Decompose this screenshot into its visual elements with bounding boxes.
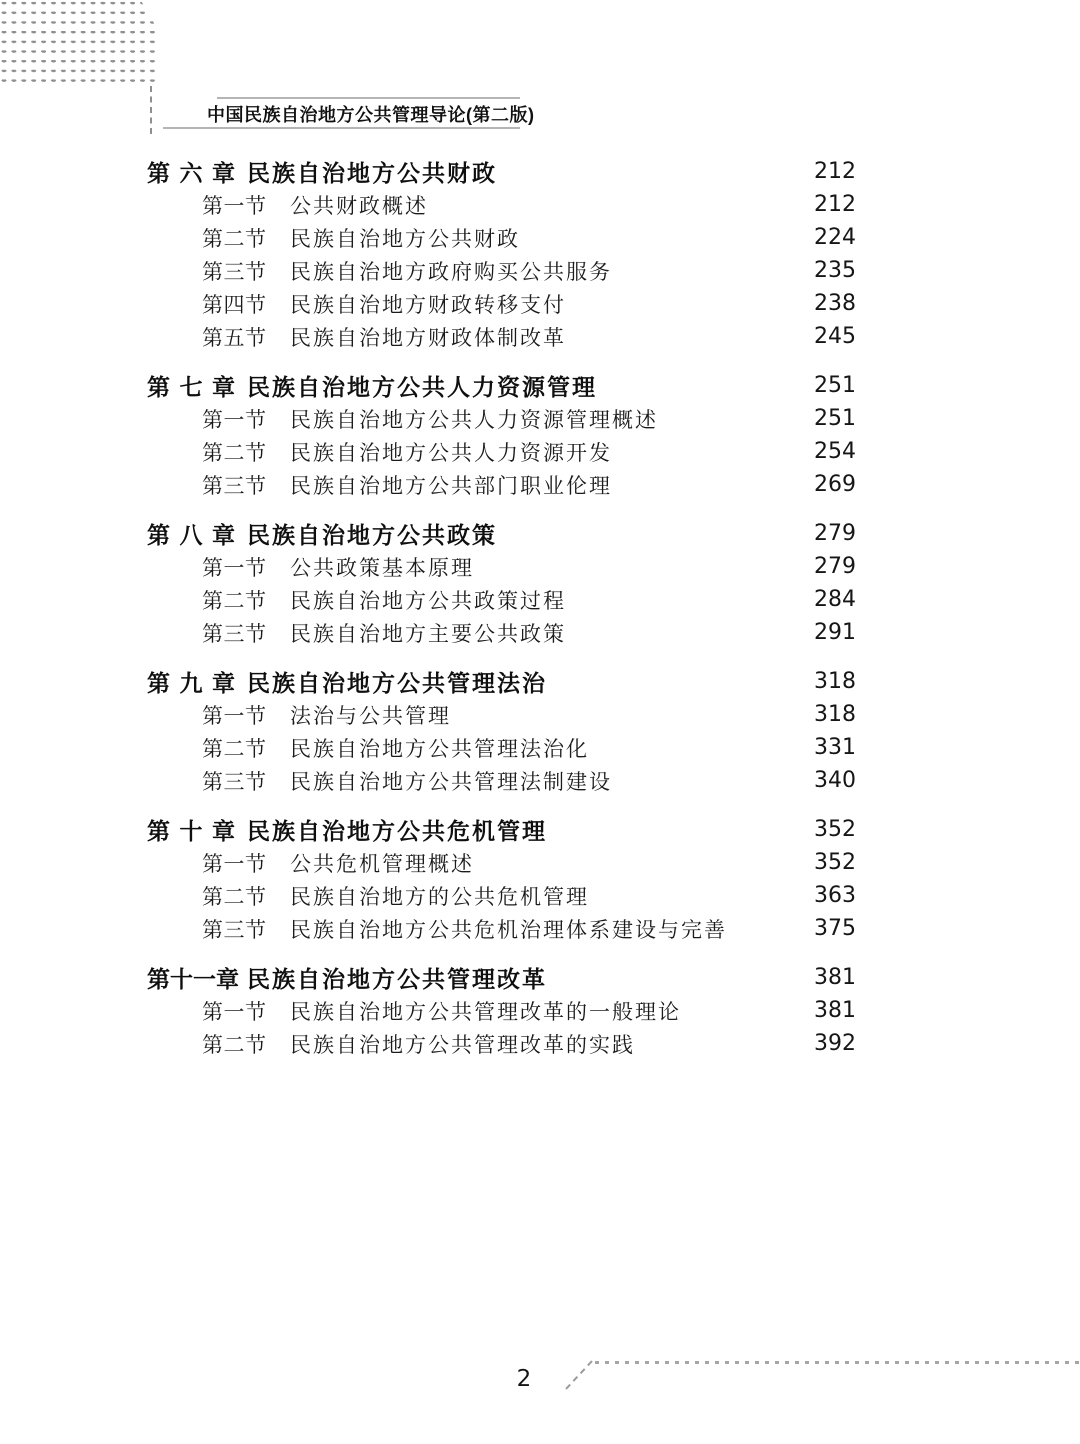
section-number-label: 第二节 (202, 226, 266, 251)
toc-section-row (147, 402, 856, 435)
toc-chapter-row (147, 517, 856, 550)
section-title: 民族自治地方公共危机治理体系建设与完善 (290, 917, 727, 942)
section-title: 民族自治地方财政体制改革 (290, 325, 566, 350)
section-number-label: 第二节 (202, 1032, 266, 1057)
section-title: 民族自治地方财政转移支付 (290, 292, 566, 317)
toc-chapter-block (147, 369, 856, 501)
chapter-number-label: 第十一章 (147, 966, 239, 992)
section-page-number: 254 (814, 439, 856, 464)
section-title: 公共危机管理概述 (290, 851, 474, 876)
section-number-label: 第一节 (202, 555, 266, 580)
section-number-label: 第一节 (202, 703, 266, 728)
chapter-number-label: 第六章 (147, 160, 235, 186)
section-page-number: 235 (814, 258, 856, 283)
section-number-label: 第一节 (202, 851, 266, 876)
section-number-label: 第三节 (202, 769, 266, 794)
section-page-number: 224 (814, 225, 856, 250)
section-title: 民族自治地方公共管理改革的一般理论 (290, 999, 681, 1024)
chapter-title: 民族自治地方公共危机管理 (247, 818, 547, 844)
chapter-title: 民族自治地方公共管理改革 (247, 966, 547, 992)
section-title: 公共政策基本原理 (290, 555, 474, 580)
toc-section-row (147, 912, 856, 945)
section-page-number: 318 (814, 702, 856, 727)
toc-chapter-row (147, 813, 856, 846)
section-number-label: 第三节 (202, 917, 266, 942)
section-page-number: 331 (814, 735, 856, 760)
toc-section-row (147, 698, 856, 731)
chapter-title: 民族自治地方公共财政 (247, 160, 497, 186)
section-number-label: 第二节 (202, 440, 266, 465)
toc-section-row (147, 764, 856, 797)
toc-section-row (147, 583, 856, 616)
table-of-contents (147, 155, 856, 1060)
header-dashed-line (150, 86, 152, 134)
chapter-title: 民族自治地方公共人力资源管理 (247, 374, 597, 400)
toc-section-row (147, 468, 856, 501)
section-title: 民族自治地方公共管理法制建设 (290, 769, 612, 794)
section-page-number: 392 (814, 1031, 856, 1056)
toc-chapter-block (147, 961, 856, 1060)
section-title: 民族自治地方公共管理改革的实践 (290, 1032, 635, 1057)
toc-chapter-block (147, 155, 856, 353)
chapter-number-label: 第八章 (147, 522, 235, 548)
section-title: 民族自治地方公共人力资源开发 (290, 440, 612, 465)
section-page-number: 284 (814, 587, 856, 612)
section-page-number: 245 (814, 324, 856, 349)
toc-chapter-row (147, 155, 856, 188)
section-number-label: 第二节 (202, 884, 266, 909)
section-number-label: 第三节 (202, 621, 266, 646)
toc-chapter-block (147, 813, 856, 945)
chapter-page-number: 352 (814, 817, 856, 842)
section-page-number: 251 (814, 406, 856, 431)
toc-section-row (147, 994, 856, 1027)
toc-section-row (147, 1027, 856, 1060)
toc-chapter-row (147, 369, 856, 402)
toc-section-row (147, 731, 856, 764)
chapter-title: 民族自治地方公共政策 (247, 522, 497, 548)
section-page-number: 291 (814, 620, 856, 645)
toc-section-row (147, 254, 856, 287)
toc-section-row (147, 221, 856, 254)
section-page-number: 340 (814, 768, 856, 793)
section-title: 公共财政概述 (290, 193, 428, 218)
page-number: 2 (516, 1366, 532, 1392)
header-rule-bottom (163, 127, 520, 129)
section-title: 民族自治地方公共人力资源管理概述 (290, 407, 658, 432)
section-title: 民族自治地方政府购买公共服务 (290, 259, 612, 284)
toc-section-row (147, 287, 856, 320)
section-page-number: 212 (814, 192, 856, 217)
chapter-title: 民族自治地方公共管理法治 (247, 670, 547, 696)
section-number-label: 第一节 (202, 193, 266, 218)
section-page-number: 381 (814, 998, 856, 1023)
section-page-number: 279 (814, 554, 856, 579)
section-number-label: 第一节 (202, 407, 266, 432)
section-title: 民族自治地方公共部门职业伦理 (290, 473, 612, 498)
chapter-page-number: 381 (814, 965, 856, 990)
corner-dot-pattern (0, 0, 158, 88)
section-number-label: 第一节 (202, 999, 266, 1024)
section-number-label: 第五节 (202, 325, 266, 350)
toc-chapter-block (147, 517, 856, 649)
toc-section-row (147, 188, 856, 221)
section-number-label: 第三节 (202, 259, 266, 284)
section-title: 民族自治地方的公共危机管理 (290, 884, 589, 909)
toc-section-row (147, 320, 856, 353)
section-title: 民族自治地方公共管理法治化 (290, 736, 589, 761)
section-number-label: 第二节 (202, 736, 266, 761)
section-title: 民族自治地方公共财政 (290, 226, 520, 251)
section-page-number: 352 (814, 850, 856, 875)
chapter-page-number: 212 (814, 159, 856, 184)
toc-chapter-row (147, 961, 856, 994)
toc-section-row (147, 616, 856, 649)
header-rule-top (217, 97, 520, 99)
footer-diagonal-dashes (565, 1360, 592, 1389)
chapter-page-number: 318 (814, 669, 856, 694)
chapter-page-number: 251 (814, 373, 856, 398)
section-page-number: 375 (814, 916, 856, 941)
book-title: 中国民族自治地方公共管理导论(第二版) (207, 105, 535, 125)
section-title: 法治与公共管理 (290, 703, 451, 728)
chapter-page-number: 279 (814, 521, 856, 546)
chapter-number-label: 第七章 (147, 374, 235, 400)
chapter-number-label: 第九章 (147, 670, 235, 696)
footer-dotted-line (595, 1361, 1080, 1364)
toc-section-row (147, 879, 856, 912)
chapter-number-label: 第十章 (147, 818, 235, 844)
section-title: 民族自治地方公共政策过程 (290, 588, 566, 613)
section-number-label: 第四节 (202, 292, 266, 317)
section-title: 民族自治地方主要公共政策 (290, 621, 566, 646)
toc-chapter-row (147, 665, 856, 698)
section-page-number: 363 (814, 883, 856, 908)
section-page-number: 238 (814, 291, 856, 316)
section-number-label: 第三节 (202, 473, 266, 498)
section-page-number: 269 (814, 472, 856, 497)
section-number-label: 第二节 (202, 588, 266, 613)
toc-section-row (147, 435, 856, 468)
toc-section-row (147, 550, 856, 583)
toc-chapter-block (147, 665, 856, 797)
toc-section-row (147, 846, 856, 879)
